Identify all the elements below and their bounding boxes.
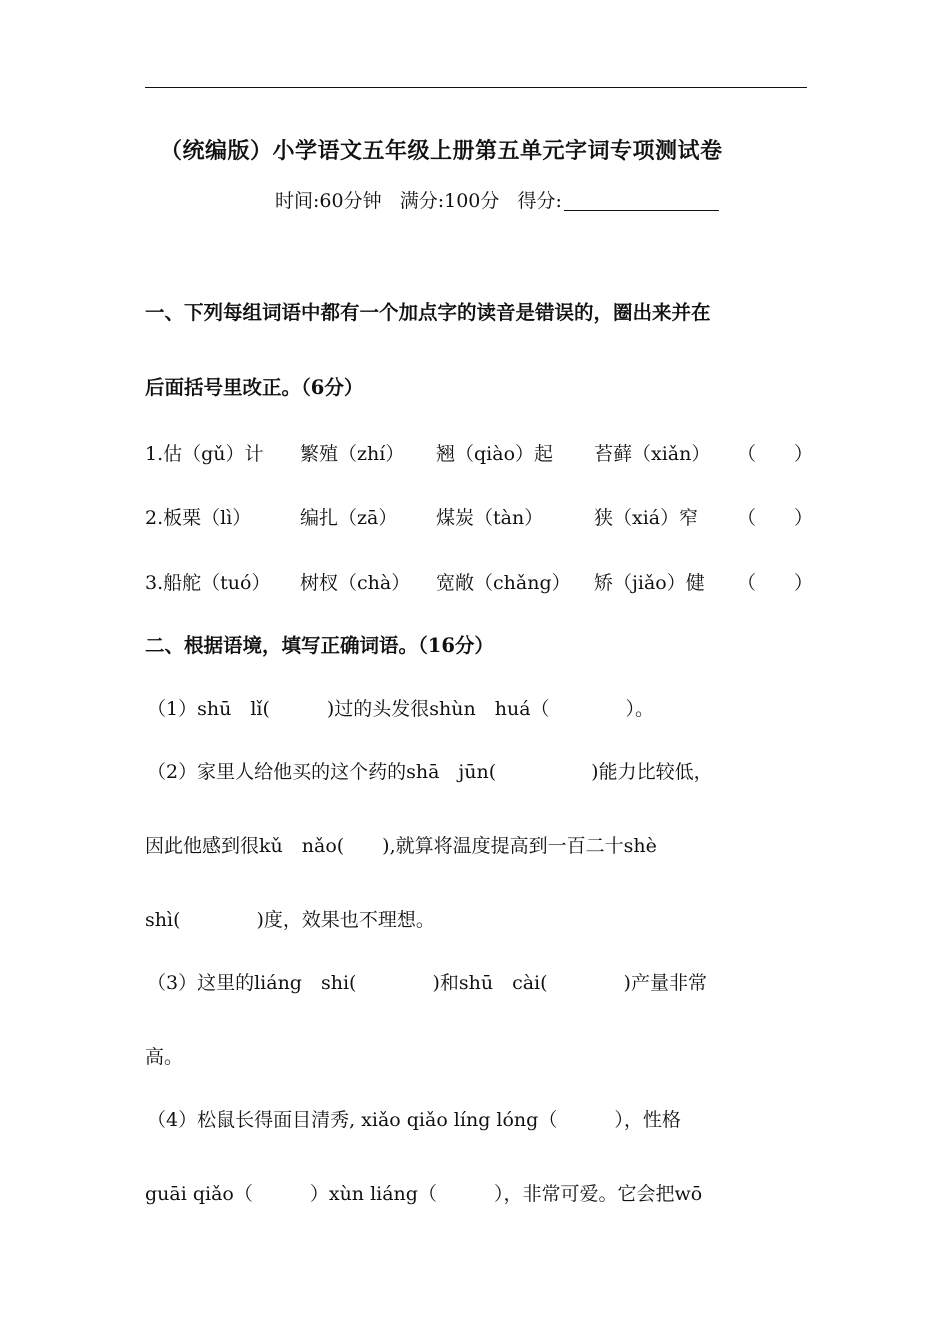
- word-item: 狭（xiá）窄: [594, 507, 699, 529]
- word-item: 煤炭（tàn）: [436, 507, 544, 529]
- score-label: 得分:: [517, 190, 562, 212]
- question-line: （3）这里的liáng shi( )和shū cài( )产量非常: [147, 972, 707, 994]
- question-line: （4）松鼠长得面目清秀, xiǎo qiǎo líng lóng（ ），性格: [147, 1109, 681, 1131]
- header-rule: [145, 87, 807, 88]
- question-line: shì( )度，效果也不理想。: [145, 909, 435, 931]
- section1-heading-line2: 后面括号里改正。（6分）: [145, 376, 364, 399]
- word-item: 矫（jiǎo）健: [594, 572, 705, 594]
- word-item: 树杈（chà）: [300, 572, 411, 594]
- score-blank[interactable]: [564, 192, 719, 211]
- question-line: 因此他感到很kǔ nǎo( ),就算将温度提高到一百二十shè: [145, 835, 657, 857]
- word-item: 翘（qiào）起: [436, 443, 554, 465]
- word-item: 编扎（zā）: [300, 507, 398, 529]
- section1-heading-line1: 一、下列每组词语中都有一个加点字的读音是错误的，圈出来并在: [145, 301, 711, 324]
- question-line: guāi qiǎo（ ）xùn liáng（ ），非常可爱。它会把wō: [145, 1183, 703, 1205]
- word-item: 苔藓（xiǎn）: [594, 443, 711, 465]
- answer-blank[interactable]: （ ）: [737, 572, 814, 594]
- question-line: （2）家里人给他买的这个药的shā jūn( )能力比较低，: [147, 761, 713, 783]
- question-line: 高。: [145, 1046, 184, 1068]
- exam-meta: [275, 188, 719, 214]
- answer-blank[interactable]: （ ）: [737, 507, 814, 529]
- answer-blank[interactable]: （ ）: [737, 443, 814, 465]
- time-label: 时间:60分钟: [275, 190, 382, 212]
- page-title: （统编版）小学语文五年级上册第五单元字词专项测试卷: [160, 138, 723, 164]
- full-score-label: 满分:100分: [399, 190, 500, 212]
- word-item: 繁殖（zhí）: [300, 443, 405, 465]
- word-item: 1.估（gǔ）计: [145, 443, 264, 465]
- word-item: 宽敞（chǎng）: [436, 572, 571, 594]
- word-item: 3.船舵（tuó）: [145, 572, 271, 594]
- section2-heading: 二、根据语境，填写正确词语。（16分）: [145, 634, 494, 657]
- word-item: 2.板栗（lì）: [145, 507, 252, 529]
- question-line: （1）shū lǐ( )过的头发很shùn huá（ ）。: [147, 698, 655, 720]
